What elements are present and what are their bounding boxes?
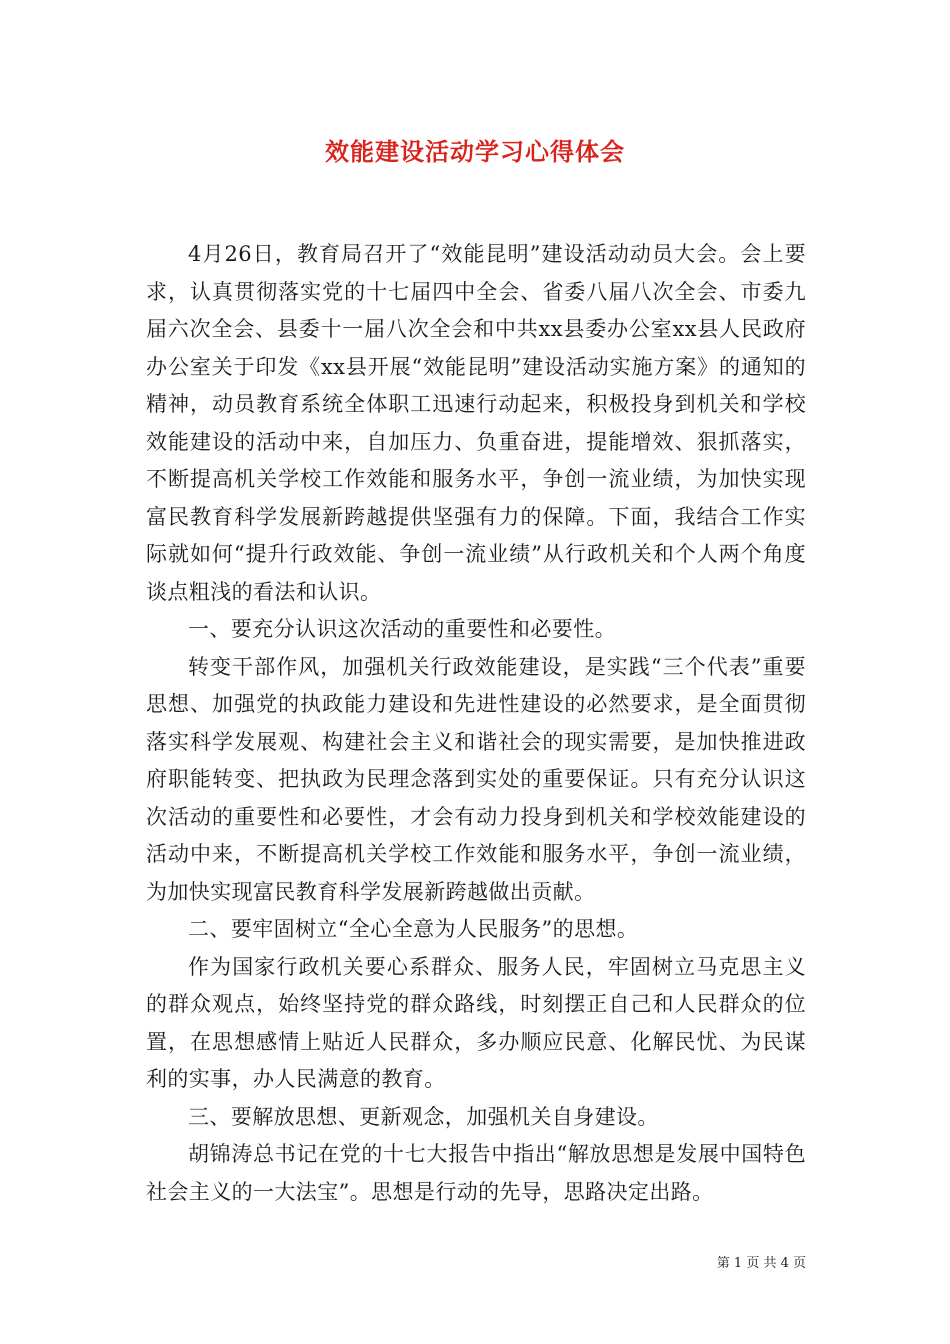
paragraph-section-2: 作为国家行政机关要心系群众、服务人民，牢固树立马克思主义的群众观点，始终坚持党的群众路线，时刻摆正自己和人民群众的位置，在思想感情上贴近人民群众，多办顺应民意、化解民忧、为民谋利的实事，办人民满意的教育。 [146,954,806,1091]
section-heading-3: 三、要解放思想、更新观念，加强机关自身建设。 [188,1104,659,1129]
section-heading-2: 二、要牢固树立“全心全意为人民服务”的思想。 [188,917,639,941]
paragraph-section-1: 转变干部作风，加强机关行政效能建设，是实践“三个代表”重要思想、加强党的执政能力建设和先进性建设的必然要求，是全面贯彻落实科学发展观、构建社会主义和谐社会的现实需要，是加快推进政府职能转变、把执政为民理念落到实处的重要保证。只有充分认识这次活动的重要性和必要性，才会有动力投身到机关和学校效能建设的活动中来，不断提高机关学校工作效能和服务水平，争创一流业绩，为加快实现富民教育科学发展新跨越做出贡献。 [146,654,806,904]
paragraph-intro: 4月26日，教育局召开了“效能昆明”建设活动动员大会。会上要求，认真贯彻落实党的十七届四中全会、省委八届八次全会、市委九届六次全会、县委十一届八次全会和中共xx县委办公室xx县人民政府办公室关于印发《xx县开展“效能昆明”建设活动实施方案》的通知的精神，动员教育系统全体职工迅速行动起来，积极投身到机关和学校效能建设的活动中来，自加压力、负重奋进，提能增效、狠抓落实，不断提高机关学校工作效能和服务水平，争创一流业绩，为加快实现富民教育科学发展新跨越提供坚强有力的保障。下面，我结合工作实际就如何“提升行政效能、争创一流业绩”从行政机关和个人两个角度谈点粗浅的看法和认识。 [146,242,806,604]
section-heading-1: 一、要充分认识这次活动的重要性和必要性。 [188,617,616,641]
document-title: 效能建设活动学习心得体会 [325,137,625,166]
paragraph-section-3: 胡锦涛总书记在党的十七大报告中指出“解放思想是发展中国特色社会主义的一大法宝”。思想是行动的先导，思路决定出路。 [146,1142,806,1204]
document-body [146,236,806,1211]
page-number-footer: 第 1 页 共 4 页 [716,1256,806,1271]
